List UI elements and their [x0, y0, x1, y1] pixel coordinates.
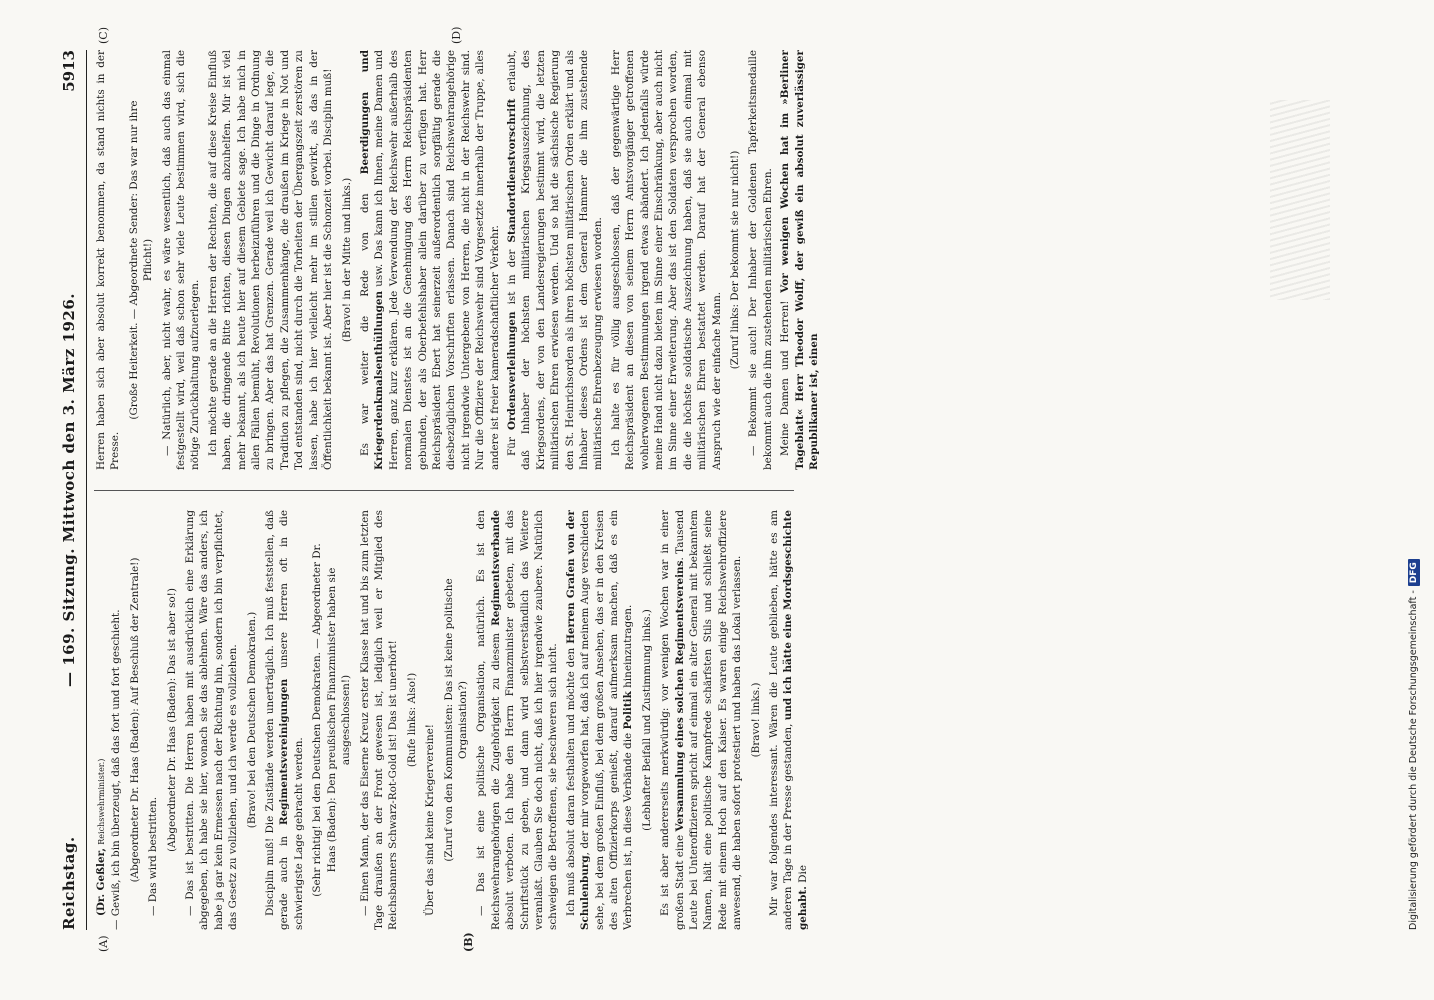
- header-left: Reichstag.: [60, 836, 78, 930]
- speaker-name: (Dr. Geßler,: [95, 848, 107, 916]
- text-run: Ich muß absolut daran festhalten und möchte den: [564, 643, 577, 916]
- text-run: ist in der: [505, 242, 518, 312]
- dfg-logo: DFG: [1408, 559, 1420, 586]
- paragraph: — Das ist bestritten. Die Herren haben mit ausdrücklich eine Erklärung abgegeben, ich habe sie hier, wonach sie das ablehnen. Wäre das anders, ich habe ja gar kein Ermessen nach der Richtung hin, sondern ich bin verpflichtet, das Gesetz zu vollziehen, und ich werde es vollziehen.: [184, 510, 240, 930]
- interjection: (Lebhafter Beifall und Zustimmung links.): [640, 609, 653, 831]
- paragraph: Herren haben sich aber absolut korrekt benommen, da stand nichts in der Presse.: [95, 50, 122, 470]
- digitization-footer: [1408, 50, 1420, 930]
- margin-mark-b: (B): [462, 932, 475, 952]
- speaker-role: Reichswehrminister.): [97, 758, 106, 845]
- paragraph: [358, 50, 502, 470]
- header-center: — 169. Sitzung. Mittwoch den 3. März 1926.: [60, 293, 78, 688]
- text-run: unsere Herren oft in die schwierigste Lage gebracht werden.: [278, 510, 305, 930]
- paragraph: Über das sind keine Kriegervereine!: [424, 724, 437, 916]
- paragraph: [474, 510, 560, 930]
- text-run: , der mir vorgeworfen hat, daß ich auf meinem Auge verschieden sehe, bei dem großen Einfluß, bei dem großen Ansehen, das er in den Kreisen des alten Offizierkorps genießt, darauf aufmerksam machen, daß es ein Verbrechen ist, in diese Verbände die: [579, 510, 635, 930]
- bold-run: und ich hätte eine Mordsgeschichte gehabt.: [782, 510, 809, 930]
- margin-mark-a: (A): [97, 935, 110, 952]
- bold-run: Versammlung eines solchen Regimentsvereins: [673, 560, 686, 832]
- right-column: [94, 50, 1404, 470]
- text-run: Für: [505, 430, 518, 456]
- bold-run: Regimentsverbande: [489, 510, 502, 626]
- page-header: [50, 50, 86, 930]
- header-rule: [86, 50, 87, 930]
- text-run: hineinzutragen.: [622, 604, 635, 692]
- text-run: usw. Das kann ich Ihnen, meine Damen und Herren, ganz kurz erklären. Jede Verwendung der Reichswehr außerhalb des normalen Dienstes ist an die Genehmigung des Herrn Reichspräsidenten gebunden, der als Oberbefehlshaber allein darüber zu verfügen hat. Herr Reichspräsident Ebert hat seinerzeit außerordentlich sorgfältig gerade die diesbezüglichen Vorschriften erlassen. Danach sind Reichswehrangehörige nicht irgendwie Untergebene von Herren, die nicht in der Reichswehr sind. Nur die Offiziere der Reichswehr sind Vorgesetzte innerhalb der Truppe, alles andere ist freier kameradschaftlicher Verkehr.: [373, 50, 501, 470]
- scan-artifact: [1270, 100, 1330, 300]
- interjection: (Zuruf links: Der bekommt sie nur nicht!): [729, 150, 742, 370]
- interjection: (Bravo! links.): [749, 682, 762, 758]
- paragraph: [263, 510, 306, 930]
- interjection: (Abgeordneter Dr. Haas (Baden): Das ist aber so!): [165, 588, 178, 852]
- paragraph: [505, 50, 606, 470]
- paragraph: [94, 510, 124, 930]
- text-run: — Das ist eine politische Organisation, natürlich. Es ist den Reichswehrangehörigen die Zugehörigkeit zu diesem: [475, 510, 502, 930]
- bold-run: Ordensverleihungen: [505, 311, 518, 431]
- column-divider: [94, 490, 794, 491]
- paragraph: — Das wird bestritten.: [147, 796, 160, 916]
- bold-run: Standortdienstvorschrift: [505, 98, 518, 243]
- paragraph: Ich halte es für völlig ausgeschlossen, daß der gegenwärtige Herr Reichspräsident an diesen von seinem Herrn Amtsvorgänger getroffenen wohlerwogenen Bestimmungen irgend etwas abändert. Ich jedenfalls würde meine Hand nicht dazu bieten im Sinne einer Einschränkung, aber auch nicht im Sinne einer Erweiterung. Aber das ist den Soldaten versprochen worden, die die höchste soldatische Auszeichnung haben, daß sie auch einmal mit militärischen Ehren bestattet werden. Darauf hat der General ebenso Anspruch wie der einfache Mann.: [609, 50, 723, 470]
- paragraph: Ich möchte gerade an die Herren der Rechten, die auf diese Kreise Einfluß haben, die dringende Bitte richten, diesen Dingen abzuhelfen. Mir ist viel mehr bekannt, als ich heute hier auf diesem Gebiete sage. Ich habe mich in allen Fällen bemüht, Revolutionen herbeizuführen und die Dinge in Ordnung zu bringen. Aber das hat Grenzen. Gerade weil ich Gewicht darauf lege, die Tradition zu pflegen, die Zusammenhänge, die draußen im Kriege in Not und Tod entstanden sind, nicht durch die Torheiten der Übergangszeit zerstören zu lassen, habe ich hier vielleicht mehr im stillen gewirkt, als das in der Öffentlichkeit bekannt ist. Aber hier ist die Schonzeit vorbei. Disciplin muß!: [206, 50, 335, 470]
- interjection: (Bravo! in der Mitte und links.): [340, 177, 353, 343]
- text-run: absolut verboten. Ich habe den Herrn Finanzminister gebeten, mit das Schriftstück zu geben, und dann wird selbstverständlich das Weitere veranlaßt. Glauben Sie doch nicht, daß ich hier irgendwie zaubere. Natürlich schweigen die Betroffenen, sie beschweren sich nicht.: [504, 510, 560, 930]
- text-run: erlaubt, daß Inhaber der höchsten militärischen Kriegsauszeichnung, des Kriegsordens, der von den Landesregierungen bestimmt wird, die letzten militärischen Ehren erwiesen werden. Und so hat die sächsische Regierung den St. Heinrichsorden als ihren höchsten militärischen Orden erklärt und als Inhaber dieses Ordens ist dem General Hammer die ihm zustehende militärische Ehrenbezeugung erwiesen worden.: [505, 50, 605, 470]
- bold-run: Politik: [622, 691, 635, 730]
- text-run: . Tausend Leute bei Unteroffizieren spricht auf einmal ein alter General mit bekanntem Namen, hält eine politische Kampfrede schärfsten Stils und schließt seine Rede mit einem Hoch auf den Kaiser. Es waren einige Reichswehroffiziere anwesend, die haben sofort protestiert und haben das Lokal verlassen.: [673, 510, 744, 930]
- text-run: Es ist aber andererseits merkwürdig: vor wenigen Wochen war in einer großen Stadt eine: [659, 510, 686, 930]
- interjection: (Zuruf von den Kommunisten: Das ist keine politische Organisation?): [442, 578, 469, 862]
- paragraph: [658, 510, 744, 930]
- text-run: Mir war folgendes interessant. Wären die Leute geblieben, hätte es am anderen Tage in der Presse gestanden,: [768, 510, 795, 930]
- text-run: Die: [796, 865, 809, 887]
- text-run: Disciplin muß! Die Zustände werden unerträglich. Ich muß feststellen, daß gerade auch in: [264, 510, 291, 930]
- page-number: 5913: [60, 50, 78, 92]
- left-column: [94, 510, 1404, 930]
- paragraph-text: — Gewiß, ich bin überzeugt, daß das fort und fort geschieht.: [110, 609, 123, 930]
- text-run: Meine Damen und Herren!: [779, 292, 792, 456]
- interjection: (Sehr richtig! bei den Deutschen Demokraten. — Abgeordneter Dr. Haas (Baden): Den preußischen Finanzminister haben sie ausgeschlossen!): [311, 543, 353, 897]
- interjection: (Große Heiterkeit. — Abgeordnete Sender: Das war nur ihre Pflicht!): [127, 100, 155, 420]
- margin-mark-d: (D): [450, 26, 463, 44]
- paragraph: [778, 50, 821, 470]
- paragraph: — Bekommt sie auch! Der Inhaber der Goldenen Tapferkeitsmedaille bekommt auch die ihm zustehenden militärischen Ehren.: [747, 50, 774, 470]
- bold-run: Beerdigungen und Kriegerdenkmalsenthüllungen: [358, 50, 386, 470]
- bold-run: Herren Grafen von der Schulenburg: [564, 510, 592, 930]
- paragraph: [767, 510, 810, 930]
- bold-run: Regimentsvereinigungen: [278, 678, 291, 826]
- interjection: (Rufe links: Also!): [405, 672, 418, 768]
- bold-run: Vor wenigen Wochen hat im »Berliner Tageblatt« Herr Theodor Wolff, der gewiß ein absolut zuverlässiger Republikaner ist, einen: [779, 50, 821, 470]
- interjection: (Bravo! bei den Deutschen Demokraten.): [245, 611, 258, 829]
- paragraph: — Natürlich, aber, nicht wahr, es wäre wesentlich, daß auch das einmal festgestellt wird, weil daß schon sehr viele Leute bestimmen wird, sich die nötige Zurückhaltung aufzuerlegen.: [160, 50, 202, 470]
- footer-text: Digitalisierung gefördert durch die Deutsche Forschungsgemeinschaft -: [1408, 590, 1419, 930]
- paragraph: [564, 510, 636, 930]
- text-run: Es war weiter die Rede von den: [358, 174, 371, 456]
- interjection: (Abgeordneter Dr. Haas (Baden): Auf Beschluß der Zentrale!): [128, 557, 141, 883]
- margin-mark-c: (C): [97, 27, 110, 44]
- paragraph: — Einen Mann, der das Eiserne Kreuz erster Klasse hat und bis zum letzten Tage draußen an der Front gewesen ist, lediglich weil er Mitglied des Reichsbanners Schwarz-Rot-Gold ist! Das ist unerhört!: [358, 510, 400, 930]
